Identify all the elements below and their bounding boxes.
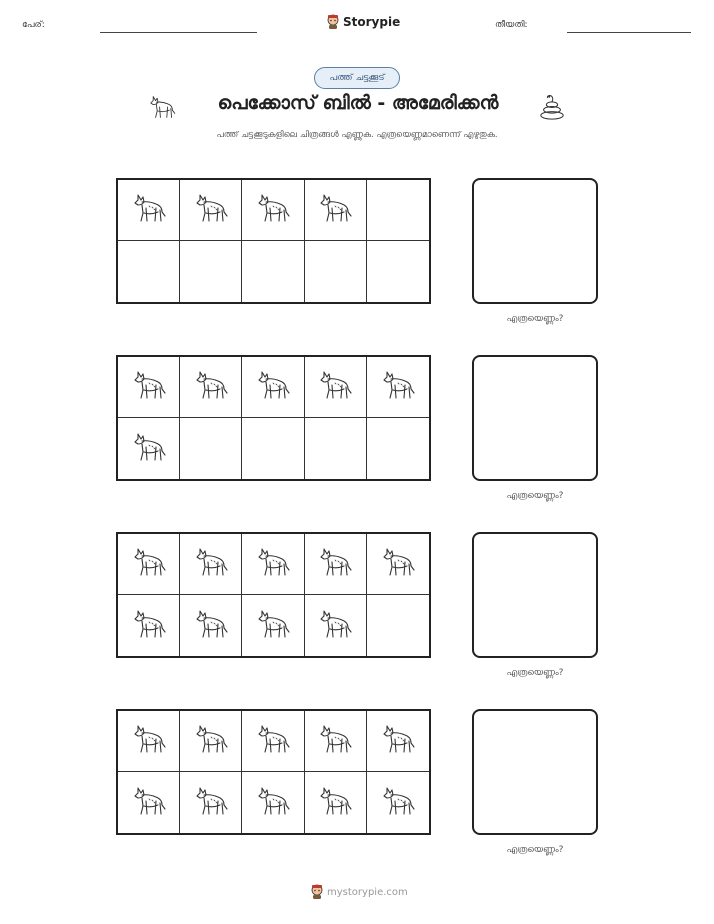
- frame-cell: [180, 534, 242, 595]
- answer-box[interactable]: [472, 178, 598, 304]
- storypie-mascot-icon: [310, 884, 324, 900]
- frame-cell: [242, 180, 304, 241]
- wolf-icon: [253, 721, 293, 761]
- how-many-label: എത്രയെണ്ണം?: [506, 314, 564, 324]
- instructions-text: പത്ത് ചട്ടക്കൂടുകളിലെ ചിത്രങ്ങൾ എണ്ണുക. എത്രയെണ്ണമാണെന്ന് എഴുതുക.: [216, 130, 498, 140]
- frame-cell: [180, 711, 242, 772]
- name-label: പേര്:: [22, 20, 45, 30]
- wolf-icon: [378, 721, 418, 761]
- frame-cell: [118, 772, 180, 833]
- wolf-icon: [378, 544, 418, 584]
- frame-cell: [305, 357, 367, 418]
- frame-cell: [367, 418, 429, 479]
- wolf-icon: [191, 190, 231, 230]
- wolf-icon: [129, 606, 169, 646]
- ten-frame: [116, 178, 431, 304]
- wolf-icon: [191, 721, 231, 761]
- wolf-icon: [129, 367, 169, 407]
- frame-cell: [118, 534, 180, 595]
- frame-cell: [118, 595, 180, 656]
- frame-cell: [305, 711, 367, 772]
- brand-name: Storypie: [343, 15, 401, 29]
- frame-cell: [180, 418, 242, 479]
- frame-cell: [118, 180, 180, 241]
- wolf-icon: [315, 721, 355, 761]
- topic-pill: പത്ത് ചട്ടക്കൂട്: [314, 67, 400, 89]
- wolf-icon: [253, 190, 293, 230]
- frame-cell: [305, 180, 367, 241]
- frame-cell: [180, 772, 242, 833]
- ten-frame: [116, 532, 431, 658]
- frame-cell: [305, 772, 367, 833]
- frame-cell: [118, 418, 180, 479]
- wolf-icon: [253, 367, 293, 407]
- frame-cell: [242, 772, 304, 833]
- wolf-icon: [191, 367, 231, 407]
- wolf-icon: [315, 190, 355, 230]
- wolf-icon: [253, 606, 293, 646]
- brand-logo: [326, 14, 400, 30]
- frame-cell: [367, 595, 429, 656]
- frame-cell: [367, 772, 429, 833]
- wolf-icon: [129, 783, 169, 823]
- wolf-icon: [191, 606, 231, 646]
- snake-icon: [538, 93, 566, 121]
- wolf-icon: [315, 606, 355, 646]
- ten-frame: [116, 355, 431, 481]
- frame-cell: [305, 418, 367, 479]
- wolf-icon: [315, 544, 355, 584]
- frame-cell: [180, 357, 242, 418]
- name-line[interactable]: [100, 32, 257, 33]
- wolf-icon: [315, 783, 355, 823]
- how-many-label: എത്രയെണ്ണം?: [506, 491, 564, 501]
- answer-box[interactable]: [472, 532, 598, 658]
- frame-cell: [242, 418, 304, 479]
- answer-box[interactable]: [472, 355, 598, 481]
- frame-cell: [367, 180, 429, 241]
- frame-cell: [118, 357, 180, 418]
- wolf-icon: [129, 190, 169, 230]
- frame-cell: [242, 711, 304, 772]
- storypie-mascot-icon: [326, 14, 340, 30]
- wolf-icon: [146, 93, 178, 121]
- footer-site: mystorypie.com: [327, 886, 408, 898]
- frame-cell: [305, 241, 367, 302]
- frame-cell: [367, 711, 429, 772]
- date-label: തീയതി:: [495, 20, 528, 30]
- wolf-icon: [378, 367, 418, 407]
- frame-cell: [305, 595, 367, 656]
- wolf-icon: [129, 429, 169, 469]
- frame-cell: [242, 595, 304, 656]
- page-title: പെക്കോസ് ബിൽ - അമേരിക്കൻ: [217, 92, 499, 114]
- frame-cell: [180, 180, 242, 241]
- how-many-label: എത്രയെണ്ണം?: [506, 668, 564, 678]
- footer: [310, 884, 408, 900]
- frame-cell: [118, 241, 180, 302]
- wolf-icon: [378, 783, 418, 823]
- ten-frame: [116, 709, 431, 835]
- frame-cell: [180, 595, 242, 656]
- frame-cell: [242, 241, 304, 302]
- frame-cell: [305, 534, 367, 595]
- wolf-icon: [253, 783, 293, 823]
- frame-cell: [367, 534, 429, 595]
- frame-cell: [242, 357, 304, 418]
- frame-cell: [367, 357, 429, 418]
- wolf-icon: [129, 544, 169, 584]
- wolf-icon: [315, 367, 355, 407]
- frame-cell: [180, 241, 242, 302]
- date-line[interactable]: [567, 32, 691, 33]
- how-many-label: എത്രയെണ്ണം?: [506, 845, 564, 855]
- frame-cell: [242, 534, 304, 595]
- wolf-icon: [253, 544, 293, 584]
- wolf-icon: [191, 544, 231, 584]
- answer-box[interactable]: [472, 709, 598, 835]
- wolf-icon: [129, 721, 169, 761]
- wolf-icon: [191, 783, 231, 823]
- frame-cell: [118, 711, 180, 772]
- frame-cell: [367, 241, 429, 302]
